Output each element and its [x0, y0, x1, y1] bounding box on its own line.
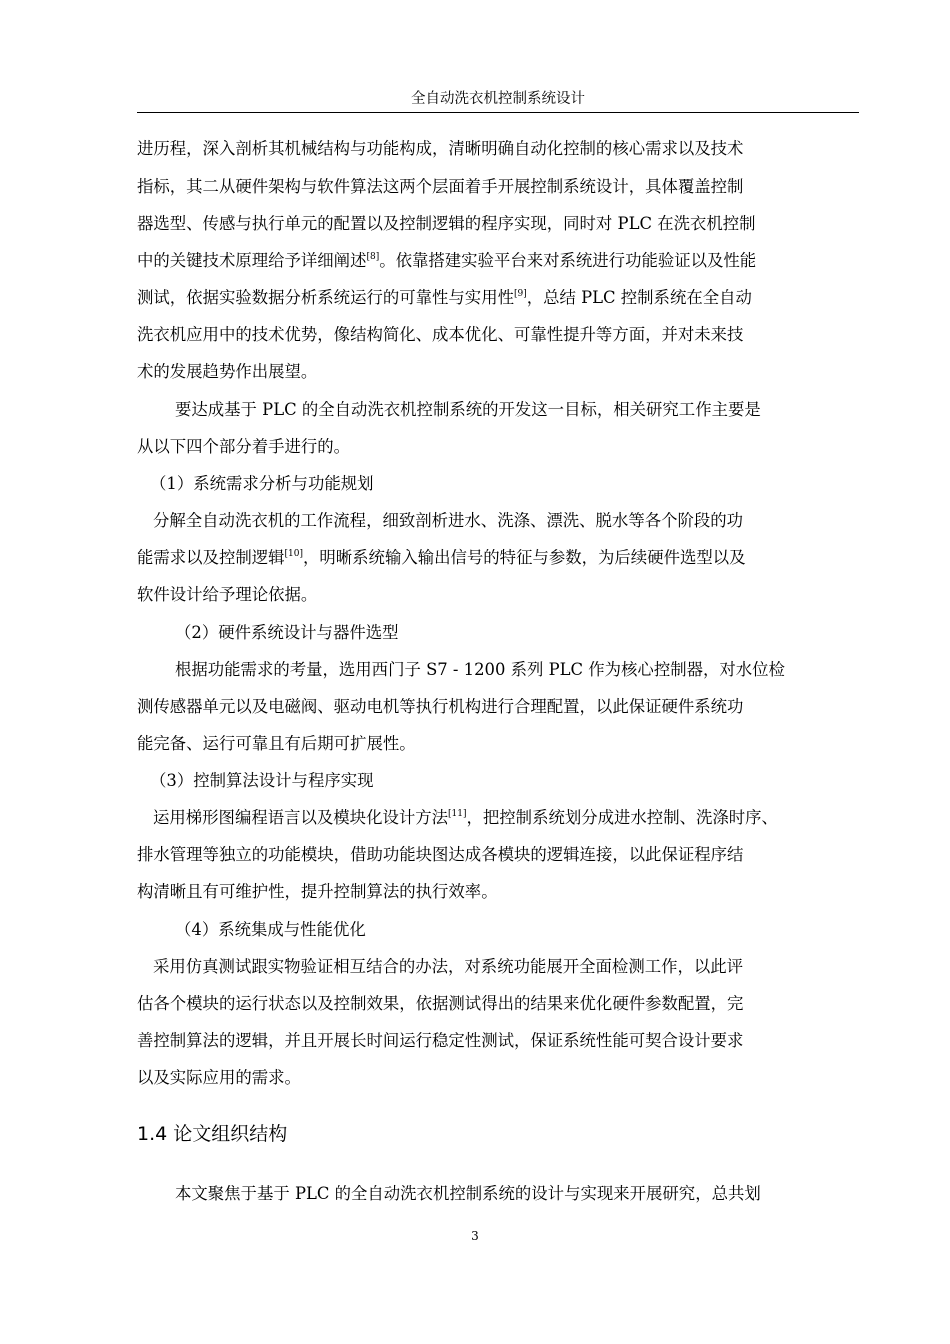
paragraph-line: 根据功能需求的考量，选用西门子 S7 - 1200 系列 PLC 作为核心控制器，对水位检: [175, 660, 785, 679]
running-header: 全自动洗衣机控制系统设计: [137, 86, 859, 113]
list-item-title: （1）系统需求分析与功能规划: [150, 474, 374, 493]
section-heading: 1.4 论文组织结构: [137, 1123, 288, 1145]
text-run: ，总结 PLC 控制系统在全自动: [526, 288, 752, 307]
paragraph-line: 采用仿真测试跟实物验证相互结合的办法，对系统功能展开全面检测工作，以此评: [153, 957, 744, 976]
text-run: 测试，依据实验数据分析系统运行的可靠性与实用性: [137, 288, 514, 307]
citation-ref: [10]: [284, 549, 303, 559]
page-number: 3: [471, 1229, 479, 1243]
paragraph-line: [137, 286, 752, 310]
paragraph-line: [137, 249, 756, 273]
paragraph-line: 术的发展趋势作出展望。: [137, 362, 318, 381]
text-run: 中的关键技术原理给予详细阐述: [137, 251, 367, 270]
paragraph-line: 能完备、运行可靠且有后期可扩展性。: [137, 734, 416, 753]
paragraph-line: 排水管理等独立的功能模块，借助功能块图达成各模块的逻辑连接，以此保证程序结: [137, 845, 744, 864]
paragraph-line: [137, 546, 746, 570]
list-item-title: （3）控制算法设计与程序实现: [150, 771, 374, 790]
paragraph-line: 善控制算法的逻辑，并且开展长时间运行稳定性测试，保证系统性能可契合设计要求: [137, 1031, 744, 1050]
paragraph-line: 构清晰且有可维护性，提升控制算法的执行效率。: [137, 882, 498, 901]
paragraph-line: 洗衣机应用中的技术优势，像结构简化、成本优化、可靠性提升等方面，并对未来技: [137, 325, 744, 344]
paragraph-line: 估各个模块的运行状态以及控制效果，依据测试得出的结果来优化硬件参数配置，完: [137, 994, 744, 1013]
citation-ref: [8]: [366, 252, 380, 262]
text-run: 能需求以及控制逻辑: [137, 548, 285, 567]
list-item-title: （2）硬件系统设计与器件选型: [175, 623, 399, 642]
paragraph-line: 指标，其二从硬件架构与软件算法这两个层面着手开展控制系统设计，具体覆盖控制: [137, 177, 744, 196]
paragraph-line: 要达成基于 PLC 的全自动洗衣机控制系统的开发这一目标，相关研究工作主要是: [175, 400, 761, 419]
text-run: ，明晰系统输入输出信号的特征与参数，为后续硬件选型以及: [303, 548, 746, 567]
paragraph-line: 从以下四个部分着手进行的。: [137, 437, 351, 456]
citation-ref: [9]: [513, 289, 527, 299]
paragraph-line: [153, 806, 778, 830]
text-run: 。依靠搭建实验平台来对系统进行功能验证以及性能: [379, 251, 757, 270]
citation-ref: [11]: [448, 809, 467, 819]
text-run: 运用梯形图编程语言以及模块化设计方法: [153, 808, 449, 827]
paragraph-line: 测传感器单元以及电磁阀、驱动电机等执行机构进行合理配置，以此保证硬件系统功: [137, 697, 744, 716]
paragraph-line: 进历程，深入剖析其机械结构与功能构成，清晰明确自动化控制的核心需求以及技术: [137, 139, 744, 158]
paragraph-line: 器选型、传感与执行单元的配置以及控制逻辑的程序实现，同时对 PLC 在洗衣机控制: [137, 214, 756, 233]
text-run: ，把控制系统划分成进水控制、洗涤时序、: [466, 808, 778, 827]
list-item-title: （4）系统集成与性能优化: [175, 920, 366, 939]
paragraph-line: 以及实际应用的需求。: [137, 1068, 301, 1087]
paragraph-line: 分解全自动洗衣机的工作流程，细致剖析进水、洗涤、漂洗、脱水等各个阶段的功: [153, 511, 744, 530]
paragraph-line: 软件设计给予理论依据。: [137, 585, 318, 604]
paragraph-line: 本文聚焦于基于 PLC 的全自动洗衣机控制系统的设计与实现来开展研究，总共划: [175, 1184, 761, 1203]
